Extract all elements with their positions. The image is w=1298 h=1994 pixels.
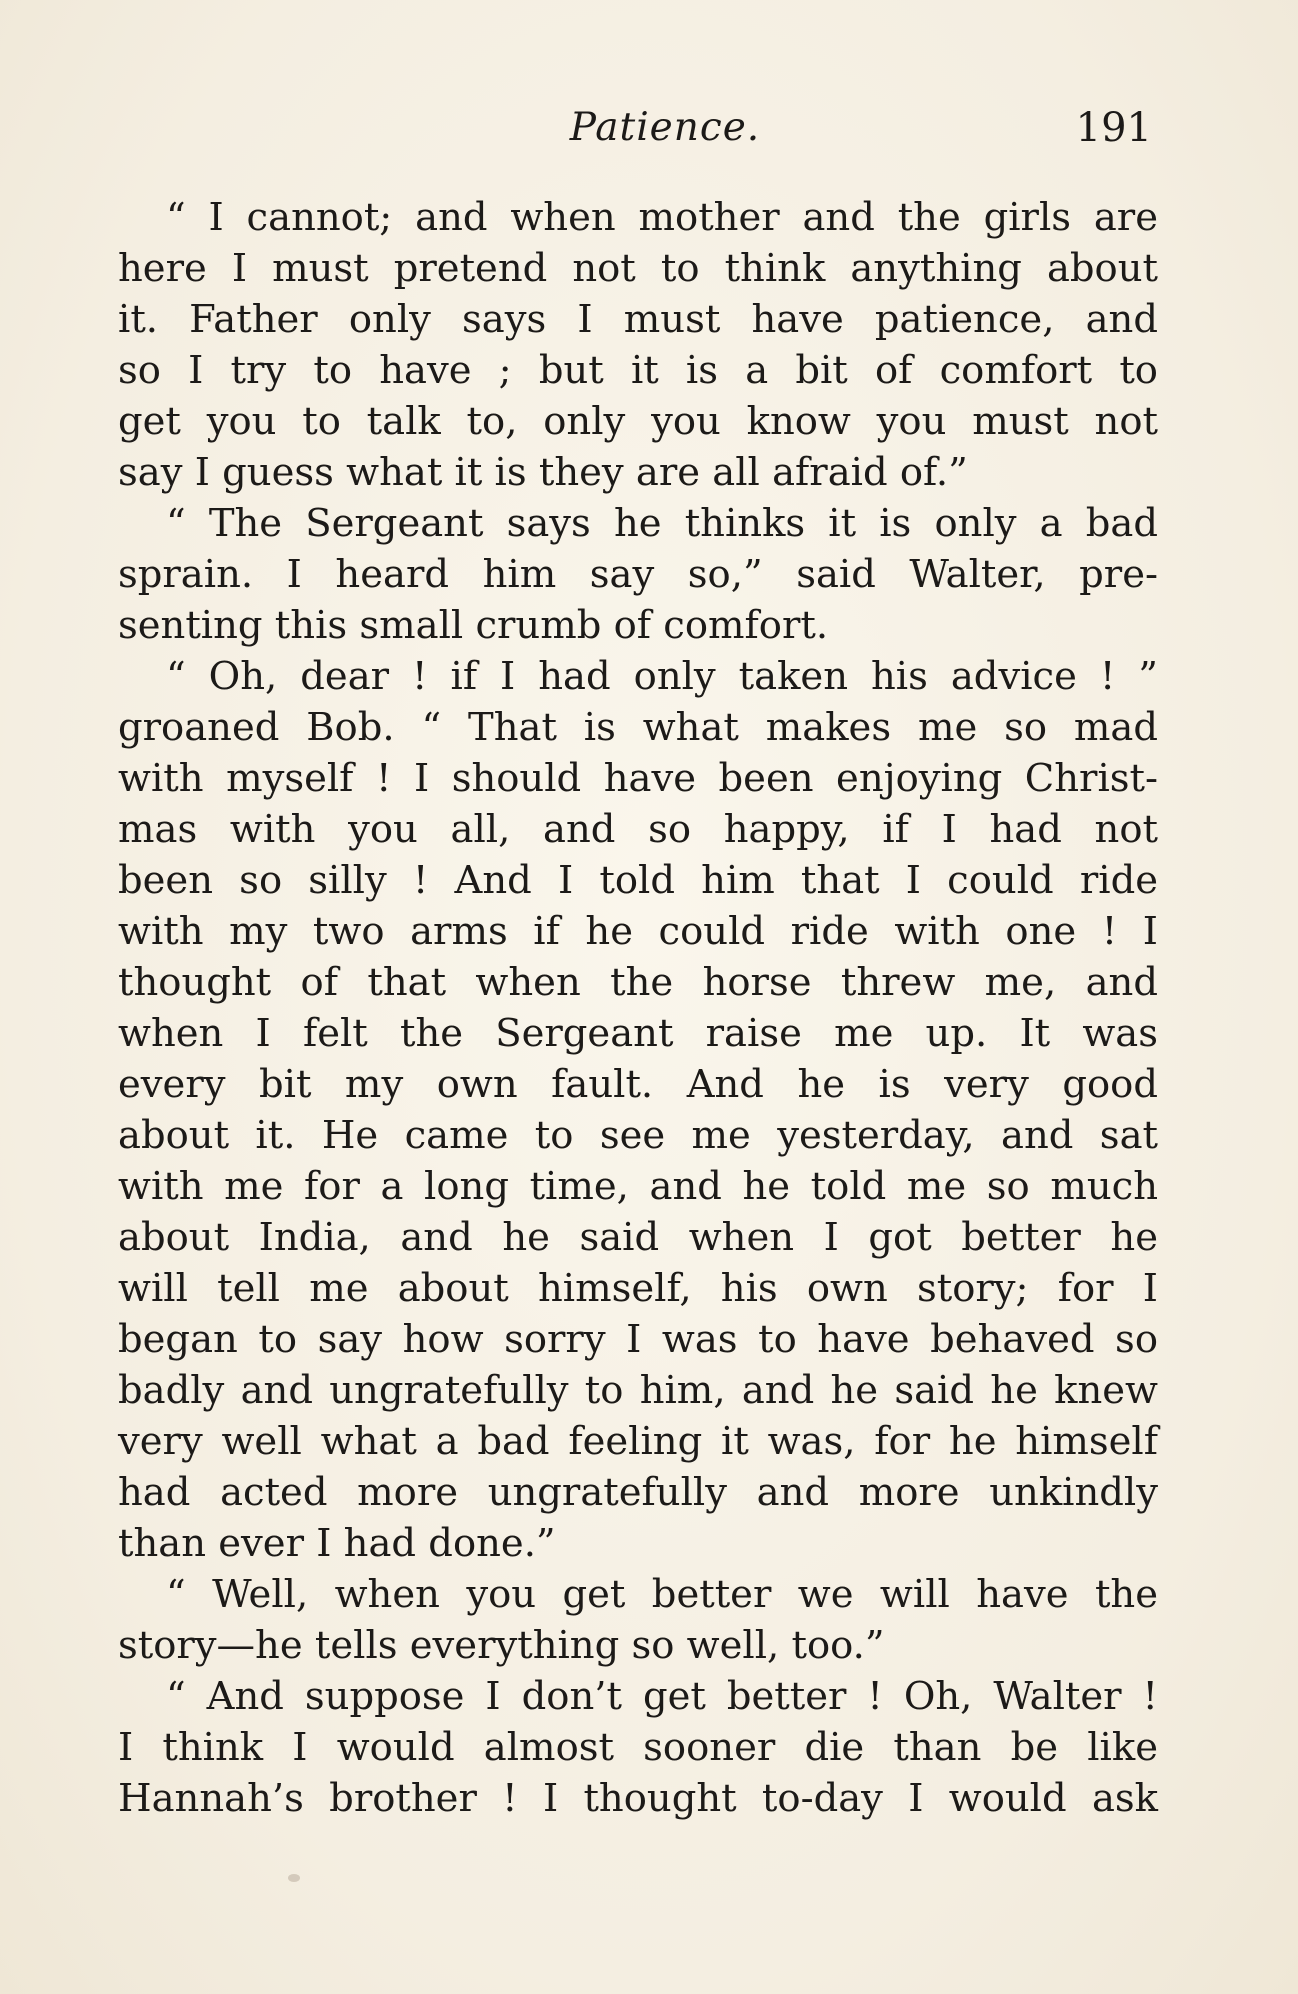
text-line: I think I would almost sooner die than be like [118, 1725, 1158, 1770]
text-line: when I felt the Sergeant raise me up. It was [118, 1011, 1158, 1056]
text-line: thought of that when the horse threw me, and [118, 960, 1158, 1005]
text-line: had acted more ungratefully and more unkindly [118, 1470, 1158, 1515]
ink-smudge [288, 1874, 300, 1882]
text-line: here I must pretend not to think anything about [118, 246, 1158, 291]
text-line: “ I cannot; and when mother and the girls are [166, 195, 1158, 240]
text-line: mas with you all, and so happy, if I had not [118, 807, 1158, 852]
text-line: very well what a bad feeling it was, for he himself [118, 1419, 1158, 1464]
text-line: with myself ! I should have been enjoying Christ- [118, 756, 1158, 801]
text-line: “ Oh, dear ! if I had only taken his advice ! ” [166, 654, 1158, 699]
text-line: Hannah’s brother ! I thought to-day I would ask [118, 1776, 1158, 1821]
text-line: story—he tells everything so well, too.” [118, 1623, 885, 1668]
text-line: groaned Bob. “ That is what makes me so mad [118, 705, 1158, 750]
text-line: with me for a long time, and he told me so much [118, 1164, 1158, 1209]
text-line: “ The Sergeant says he thinks it is only a bad [166, 501, 1158, 546]
text-line: say I guess what it is they are all afraid of.” [118, 450, 968, 495]
text-line: so I try to have ; but it is a bit of comfort to [118, 348, 1158, 393]
body-text [118, 192, 1158, 1824]
text-line: senting this small crumb of comfort. [118, 603, 829, 648]
running-head [118, 98, 1152, 158]
text-line: with my two arms if he could ride with one ! I [118, 909, 1158, 954]
text-line: “ Well, when you get better we will have the [166, 1572, 1158, 1617]
text-line: it. Father only says I must have patience, and [118, 297, 1158, 342]
page-number: 191 [1075, 105, 1152, 151]
text-line: been so silly ! And I told him that I could ride [118, 858, 1158, 903]
text-line: “ And suppose I don’t get better ! Oh, Walter ! [166, 1674, 1158, 1719]
text-line: every bit my own fault. And he is very good [118, 1062, 1158, 1107]
text-line: sprain. I heard him say so,” said Walter, pre- [118, 552, 1158, 597]
text-line: began to say how sorry I was to have behaved so [118, 1317, 1158, 1362]
text-line: about India, and he said when I got better he [118, 1215, 1158, 1260]
text-line: than ever I had done.” [118, 1521, 556, 1566]
text-line: will tell me about himself, his own story; for I [118, 1266, 1158, 1311]
text-line: get you to talk to, only you know you must not [118, 399, 1158, 444]
text-line: badly and ungratefully to him, and he said he knew [118, 1368, 1158, 1413]
text-line: about it. He came to see me yesterday, and sat [118, 1113, 1158, 1158]
running-title: Patience. [569, 105, 761, 150]
